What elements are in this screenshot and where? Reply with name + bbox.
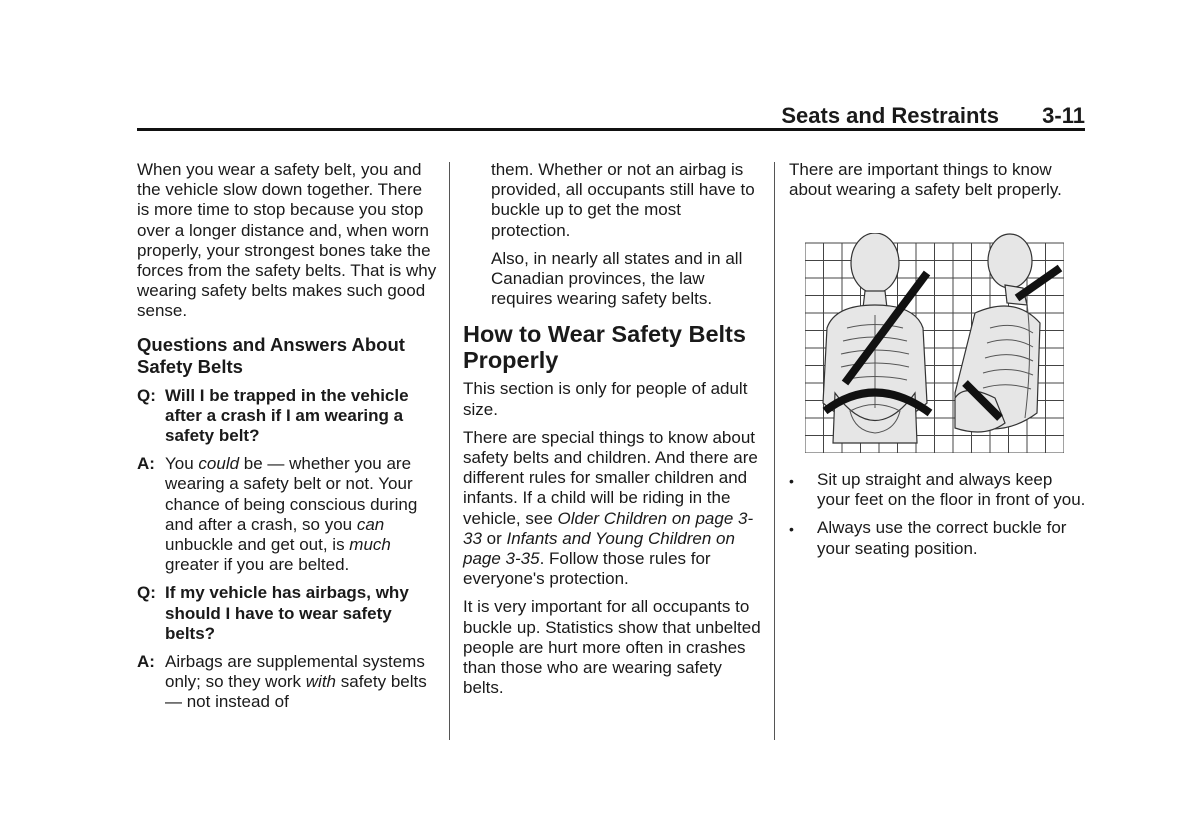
answer-1 <box>137 454 437 575</box>
bullet-item <box>789 470 1089 510</box>
safety-belt-illustration <box>805 233 1064 453</box>
adult-size-paragraph: This section is only for people of adult size. <box>463 379 748 419</box>
page-number: 3-11 <box>1042 103 1085 128</box>
bullet-text: Sit up straight and always keep your feet on the floor in front of you. <box>817 470 1086 510</box>
q-label: Q: <box>137 583 156 603</box>
header-rule <box>137 128 1085 131</box>
children-paragraph: There are special things to know about safety belts and children. And there are different rules for smaller children and infants. If a child will be riding in the vehicle, see Older Children on page 3-33 or Infants and Young Children on page 3-35. Follow those rules for everyone's protection. <box>463 427 758 589</box>
statistics-paragraph: It is very important for all occupants to buckle up. Statistics show that unbelted people are hurt more often in crashes than those who are wearing safety belts. <box>463 597 761 698</box>
a-label: A: <box>137 652 155 672</box>
question-1 <box>137 386 437 447</box>
q-label: Q: <box>137 385 156 405</box>
column-divider-2 <box>774 162 775 740</box>
section-title: Seats and Restraints <box>781 103 999 128</box>
col3-intro: There are important things to know about wearing a safety belt properly. <box>789 160 1062 200</box>
bullet-list <box>789 470 1089 567</box>
column-1 <box>137 160 437 721</box>
cross-reference-link: Infants and Young Children on page 3-35 <box>463 528 735 569</box>
bullet-item <box>789 518 1089 558</box>
running-header <box>137 100 1085 130</box>
answer-text: You could be — whether you are wearing a safety belt or not. Your chance of being conscious during and after a crash, so you can unbuckle and get out, is much greater if you are belted. <box>165 454 418 575</box>
a-label: A: <box>137 454 155 474</box>
answer-text: Airbags are supplemental systems only; so they work with safety belts — not instead of <box>165 652 427 712</box>
bullet-icon: • <box>789 521 794 538</box>
question-text: Will I be trapped in the vehicle after a crash if I am wearing a safety belt? <box>165 385 409 446</box>
bullet-icon: • <box>789 473 794 489</box>
answer-2 <box>137 652 437 713</box>
intro-paragraph: When you wear a safety belt, you and the vehicle slow down together. There is more time to stop because you stop over a longer distance and, when worn properly, your strongest bones take the forces from the safety belts. That is why wearing safety belts makes such good sense. <box>137 160 437 321</box>
column-divider-1 <box>449 162 450 740</box>
section-heading: How to Wear Safety Belts Properly <box>463 321 746 374</box>
column-2 <box>463 160 765 698</box>
question-2 <box>137 583 437 644</box>
answer-2-continued: them. Whether or not an airbag is provided, all occupants still have to buckle up to get the most protection. <box>491 160 755 240</box>
question-text: If my vehicle has airbags, why should I have to wear safety belts? <box>165 583 409 643</box>
cross-reference-link: Older Children on page 3-33 <box>463 508 754 548</box>
qa-subheading: Questions and Answers About Safety Belts <box>137 333 405 377</box>
bullet-text: Always use the correct buckle for your seating position. <box>817 518 1067 558</box>
column-3 <box>789 160 1089 200</box>
law-paragraph: Also, in nearly all states and in all Canadian provinces, the law requires wearing safety belts. <box>491 248 743 309</box>
